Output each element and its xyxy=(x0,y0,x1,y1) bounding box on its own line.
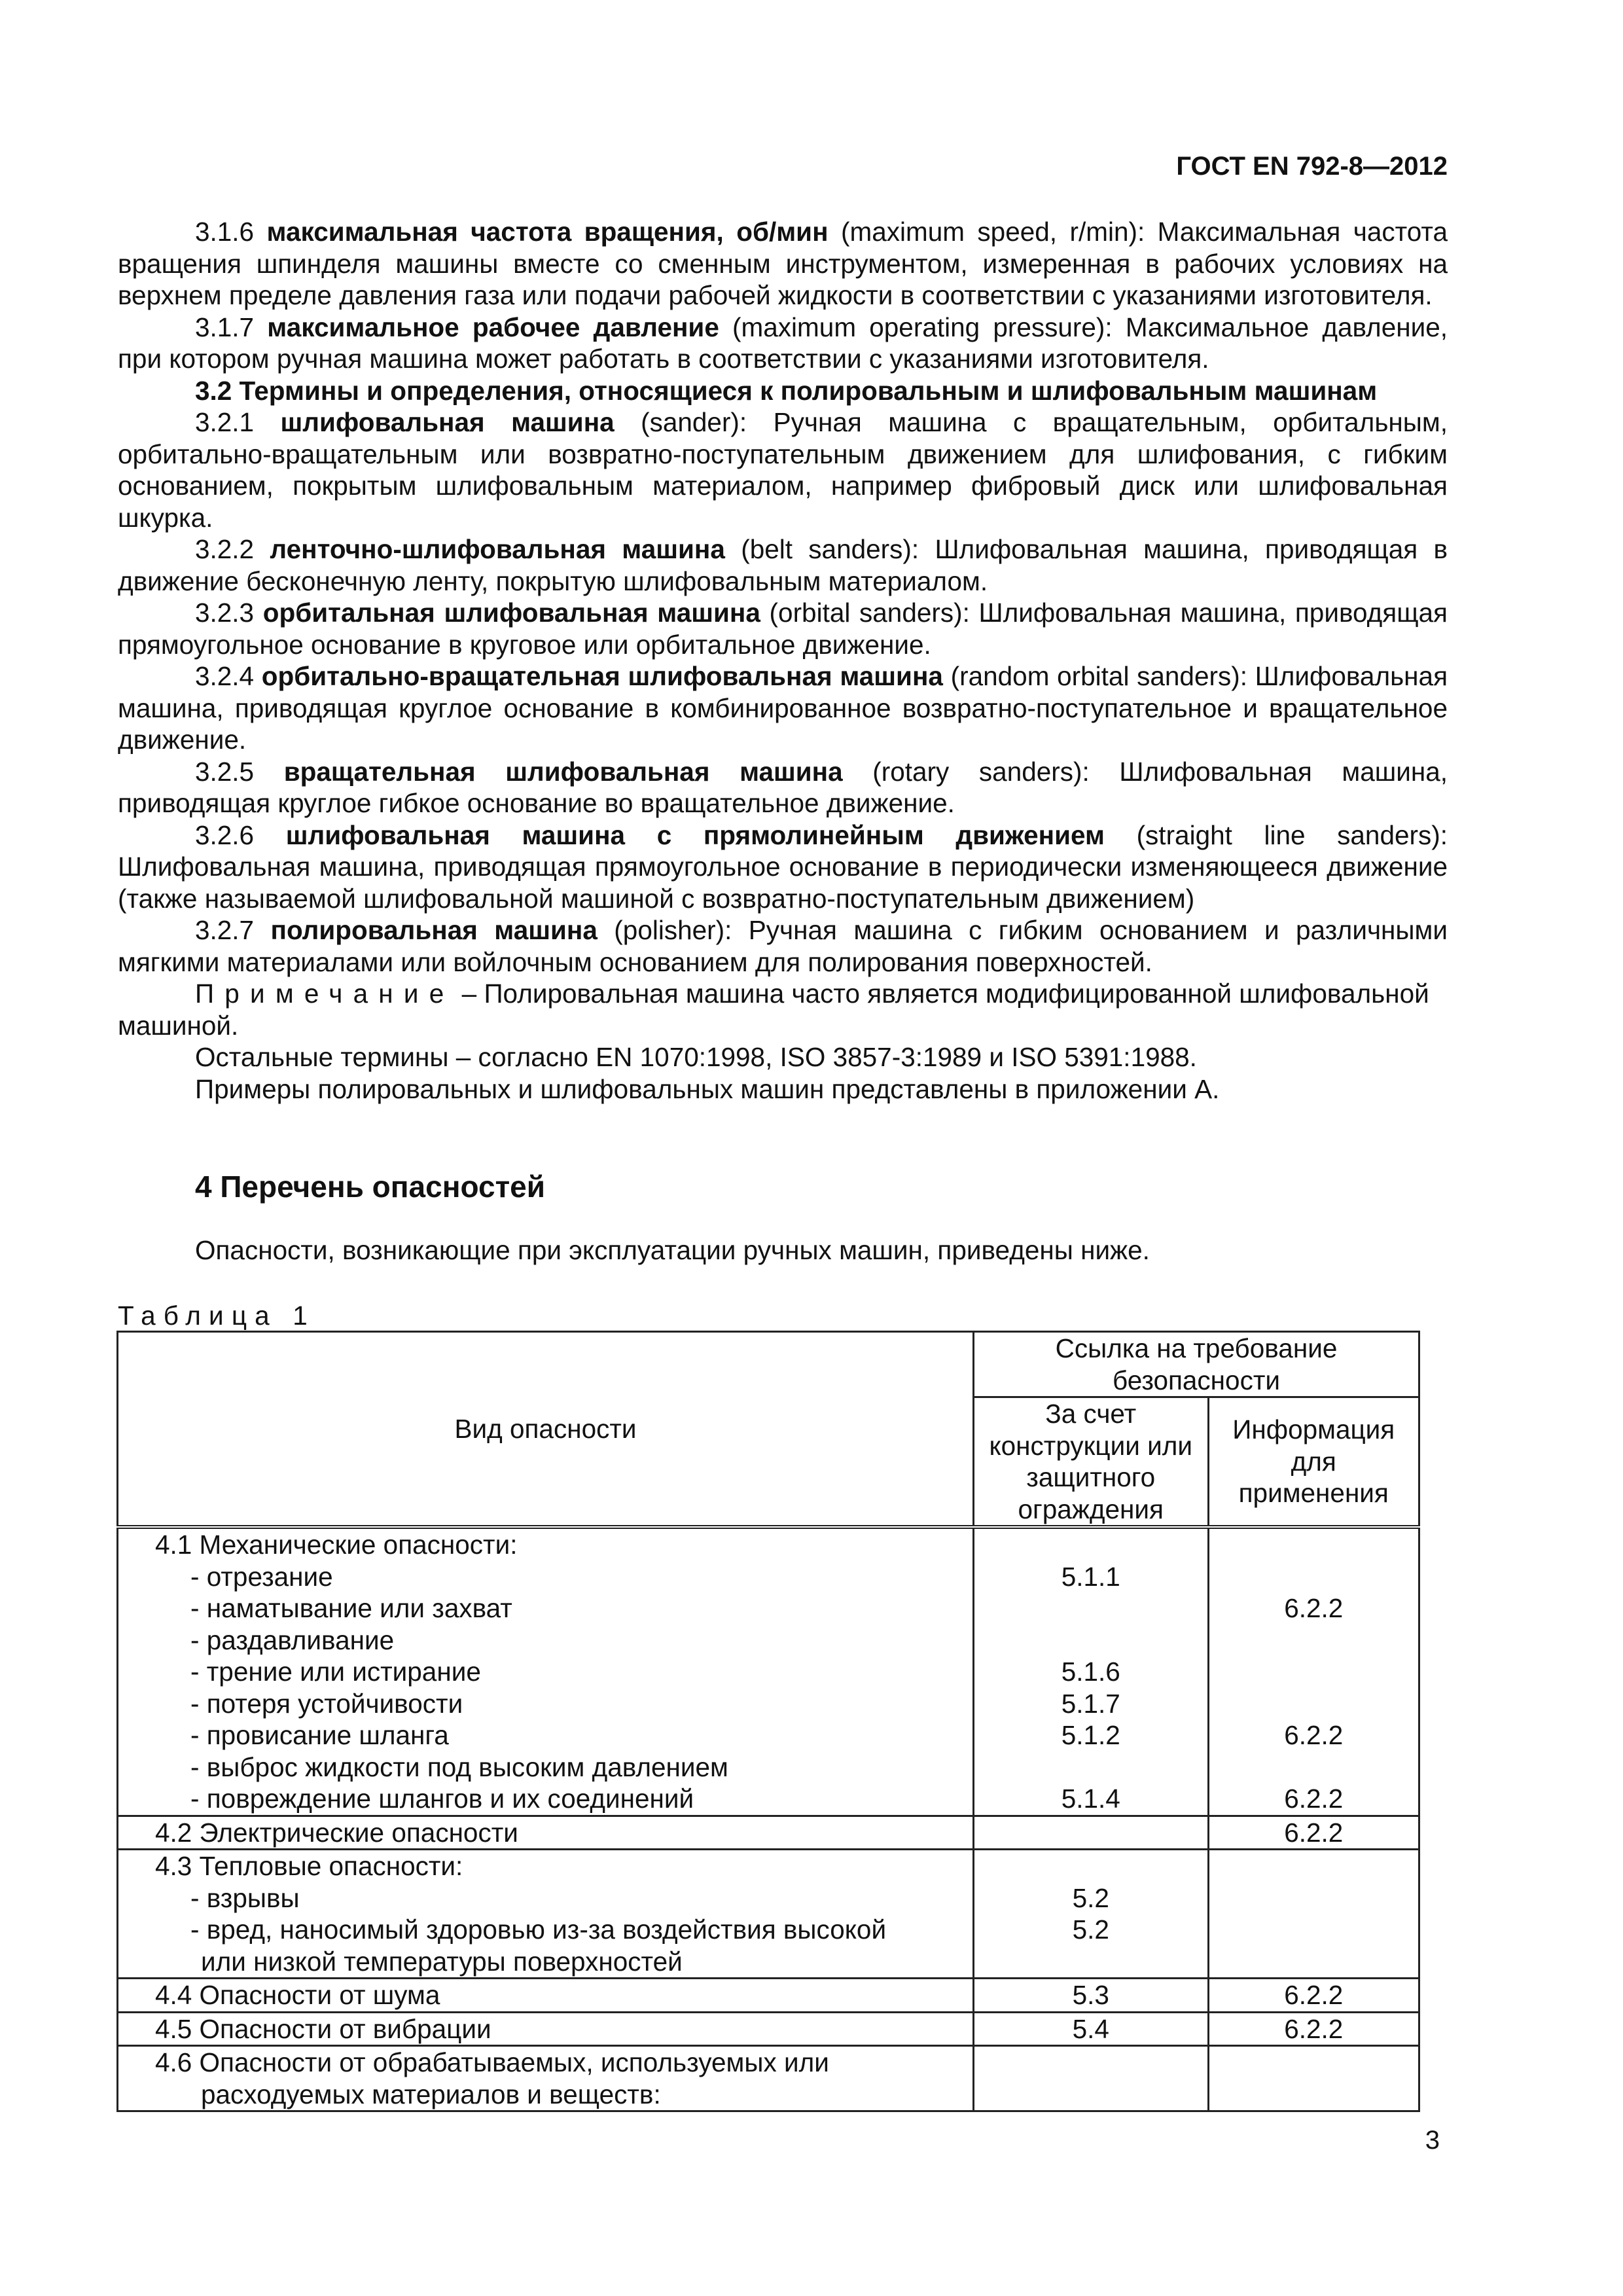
term-3-2-7: 3.2.7 полировальная машина (polisher): Ручная машина с гибким основанием и различными мягкими материалами или войлочным основанием для полирования поверхностей. xyxy=(118,915,1448,977)
hazard-cell xyxy=(118,1979,974,2013)
info-ref-cell xyxy=(1208,1979,1419,2013)
hazard-line: - повреждение шлангов и их соединений xyxy=(190,1784,694,1814)
design-ref-value: 5.2 xyxy=(1072,1914,1109,1945)
term-3-2-3: 3.2.3 орбитальная шлифовальная машина (orbital sanders): Шлифовальная машина, приводящая прямоугольное основание в круговое или орбитальное движение. xyxy=(118,598,1448,660)
info-ref-cell xyxy=(1208,1527,1419,1816)
design-ref-cell xyxy=(973,1527,1208,1816)
design-ref-value xyxy=(974,1751,1207,1784)
section-4-intro: Опасности, возникающие при эксплуатации ручных машин, приведены ниже. xyxy=(195,1235,1150,1265)
info-ref-value xyxy=(1209,2047,1419,2079)
hazard-line: 4.5 Опасности от вибрации xyxy=(155,2013,491,2044)
hazard-line: 4.4 Опасности от шума xyxy=(155,1980,440,2010)
subsection-3-2-heading: 3.2 Термины и определения, относящиеся к полировальным и шлифовальным машинам xyxy=(195,375,1378,406)
design-ref-value: 5.3 xyxy=(1072,1980,1109,2010)
info-ref-value: 6.2.2 xyxy=(1284,1720,1344,1750)
term-3-2-2: 3.2.2 ленточно-шлифовальная машина (belt sanders): Шлифовальная машина, приводящая в движение бесконечную ленту, покрытую шлифовальным материалом. xyxy=(118,534,1448,596)
hazard-line: - вред, наносимый здоровью из-за воздействия высокой xyxy=(190,1914,887,1945)
design-ref-value: 5.1.1 xyxy=(1061,1561,1120,1592)
table-header-row-1 xyxy=(118,1332,1419,1397)
design-ref-value xyxy=(974,2047,1207,2079)
header-info-for-use: Информация для применения xyxy=(1208,1397,1419,1528)
design-ref-value xyxy=(974,1946,1207,1978)
hazard-line: - провисание шланга xyxy=(190,1720,449,1750)
hazard-line: 4.3 Тепловые опасности: xyxy=(155,1851,463,1881)
info-ref-value xyxy=(1209,1914,1419,1946)
design-ref-value xyxy=(974,2079,1207,2111)
term-3-1-6: 3.1.6 максимальная частота вращения, об/мин (maximum speed, r/min): Максимальная частота вращения шпинделя машины вместе со сменным инструментом, измеренная в рабочих условиях на верхнем пределе давления газа или подачи рабочей жидкости в соответствии с указаниями изготовителя. xyxy=(118,217,1448,310)
section-4-heading: 4 Перечень опасностей xyxy=(195,1170,545,1204)
hazard-line: - наматывание или захват xyxy=(190,1593,512,1623)
hazard-line: - выброс жидкости под высоким давлением xyxy=(190,1751,728,1782)
design-ref-value xyxy=(974,1592,1207,1624)
header-by-design: За счет конструкции или защитного ограждения xyxy=(973,1397,1208,1528)
examples-reference: Примеры полировальных и шлифовальных машин представлены в приложении А. xyxy=(195,1073,1220,1104)
info-ref-value: 6.2.2 xyxy=(1284,2013,1344,2044)
table-caption: Таблица 1 xyxy=(118,1300,315,1331)
hazard-line: - потеря устойчивости xyxy=(190,1688,463,1719)
info-ref-value xyxy=(1209,1850,1419,1882)
info-ref-value: 6.2.2 xyxy=(1284,1980,1344,2010)
design-ref-value: 5.1.7 xyxy=(1061,1688,1120,1719)
hazard-cell xyxy=(118,2012,974,2046)
hazard-line: 4.2 Электрические опасности xyxy=(155,1817,518,1848)
hazard-cell xyxy=(118,1816,974,1850)
hazard-line: или низкой температуры поверхностей xyxy=(201,1946,683,1977)
info-ref-value: 6.2.2 xyxy=(1284,1784,1344,1814)
document-code-header: ГОСТ EN 792-8—2012 xyxy=(1176,152,1448,181)
info-ref-value xyxy=(1209,1882,1419,1914)
table-body xyxy=(118,1527,1419,2111)
design-ref-cell xyxy=(973,1816,1208,1850)
term-3-1-7: 3.1.7 максимальное рабочее давление (maximum operating pressure): Максимальное давление, при котором ручная машина может работать в соответствии с указаниями изготовителя. xyxy=(118,312,1448,374)
hazard-line: - взрывы xyxy=(190,1882,300,1913)
design-ref-cell xyxy=(973,2012,1208,2046)
table-row xyxy=(118,1979,1419,2013)
document-body xyxy=(118,216,1448,1105)
info-ref-value: 6.2.2 xyxy=(1284,1593,1344,1623)
table-row xyxy=(118,1850,1419,1979)
hazard-line: - отрезание xyxy=(190,1561,333,1592)
note-text: – Полировальная машина часто является модифицированной шлифовальной машиной. xyxy=(118,978,1429,1041)
hazard-cell xyxy=(118,2046,974,2111)
design-ref-cell xyxy=(973,1850,1208,1979)
info-ref-cell xyxy=(1208,2046,1419,2111)
design-ref-value xyxy=(974,1624,1207,1657)
info-ref-cell xyxy=(1208,1850,1419,1979)
hazard-line: - трение или истирание xyxy=(190,1657,481,1687)
info-ref-cell xyxy=(1208,2012,1419,2046)
table-row xyxy=(118,2046,1419,2111)
hazard-line: 4.6 Опасности от обрабатываемых, используемых или xyxy=(155,2047,829,2077)
note-label: Примечание xyxy=(195,978,455,1009)
design-ref-value xyxy=(974,1529,1207,1561)
term-3-2-5: 3.2.5 вращательная шлифовальная машина (rotary sanders): Шлифовальная машина, приводящая круглое гибкое основание во вращательное движение. xyxy=(118,756,1448,818)
header-hazard-type: Вид опасности xyxy=(118,1332,974,1528)
note xyxy=(118,978,1448,1041)
term-3-2-1: 3.2.1 шлифовальная машина (sander): Ручная машина с вращательным, орбитальным, орбитально-вращательным или возвратно-поступательным движением для шлифования, с гибким основанием, покрытым шлифовальным материалом, например фибровый диск или шлифовальная шкурка. xyxy=(118,407,1448,533)
other-terms-reference: Остальные термины – согласно EN 1070:1998, ISO 3857-3:1989 и ISO 5391:1988. xyxy=(195,1042,1197,1072)
info-ref-value: 6.2.2 xyxy=(1284,1817,1344,1848)
info-ref-value xyxy=(1209,1751,1419,1784)
design-ref-cell xyxy=(973,2046,1208,2111)
hazard-line: расходуемых материалов и веществ: xyxy=(201,2079,661,2109)
hazard-cell xyxy=(118,1527,974,1816)
design-ref-value xyxy=(974,1817,1207,1849)
info-ref-value xyxy=(1209,1688,1419,1720)
table-row xyxy=(118,2012,1419,2046)
design-ref-value: 5.1.6 xyxy=(1061,1657,1120,1687)
header-reference-group: Ссылка на требование безопасности xyxy=(973,1332,1419,1397)
hazards-table xyxy=(116,1331,1420,2112)
info-ref-value xyxy=(1209,1656,1419,1688)
info-ref-value xyxy=(1209,1624,1419,1657)
term-3-2-4: 3.2.4 орбитально-вращательная шлифовальная машина (random orbital sanders): Шлифовальная машина, приводящая круглое основание в комбинированное возвратно-поступательное и вращательное движение. xyxy=(118,661,1448,755)
info-ref-value xyxy=(1209,1946,1419,1978)
design-ref-value: 5.4 xyxy=(1072,2013,1109,2044)
table-row xyxy=(118,1816,1419,1850)
hazard-line: 4.1 Механические опасности: xyxy=(155,1530,518,1560)
design-ref-value: 5.1.2 xyxy=(1061,1720,1120,1750)
design-ref-value: 5.1.4 xyxy=(1061,1784,1120,1814)
info-ref-cell xyxy=(1208,1816,1419,1850)
info-ref-value xyxy=(1209,2079,1419,2111)
design-ref-value: 5.2 xyxy=(1072,1882,1109,1913)
table-row xyxy=(118,1527,1419,1816)
info-ref-value xyxy=(1209,1529,1419,1561)
term-3-2-6: 3.2.6 шлифовальная машина с прямолинейным движением (straight line sanders): Шлифовальная машина, приводящая прямоугольное основание в периодически изменяющееся движение (также называемой шлифовальной машиной с возвратно-поступательным движением) xyxy=(118,819,1448,914)
design-ref-cell xyxy=(973,1979,1208,2013)
design-ref-value xyxy=(974,1850,1207,1882)
hazard-line: - раздавливание xyxy=(190,1624,395,1655)
hazard-cell xyxy=(118,1850,974,1979)
info-ref-value xyxy=(1209,1561,1419,1593)
page-number: 3 xyxy=(1425,2126,1440,2155)
